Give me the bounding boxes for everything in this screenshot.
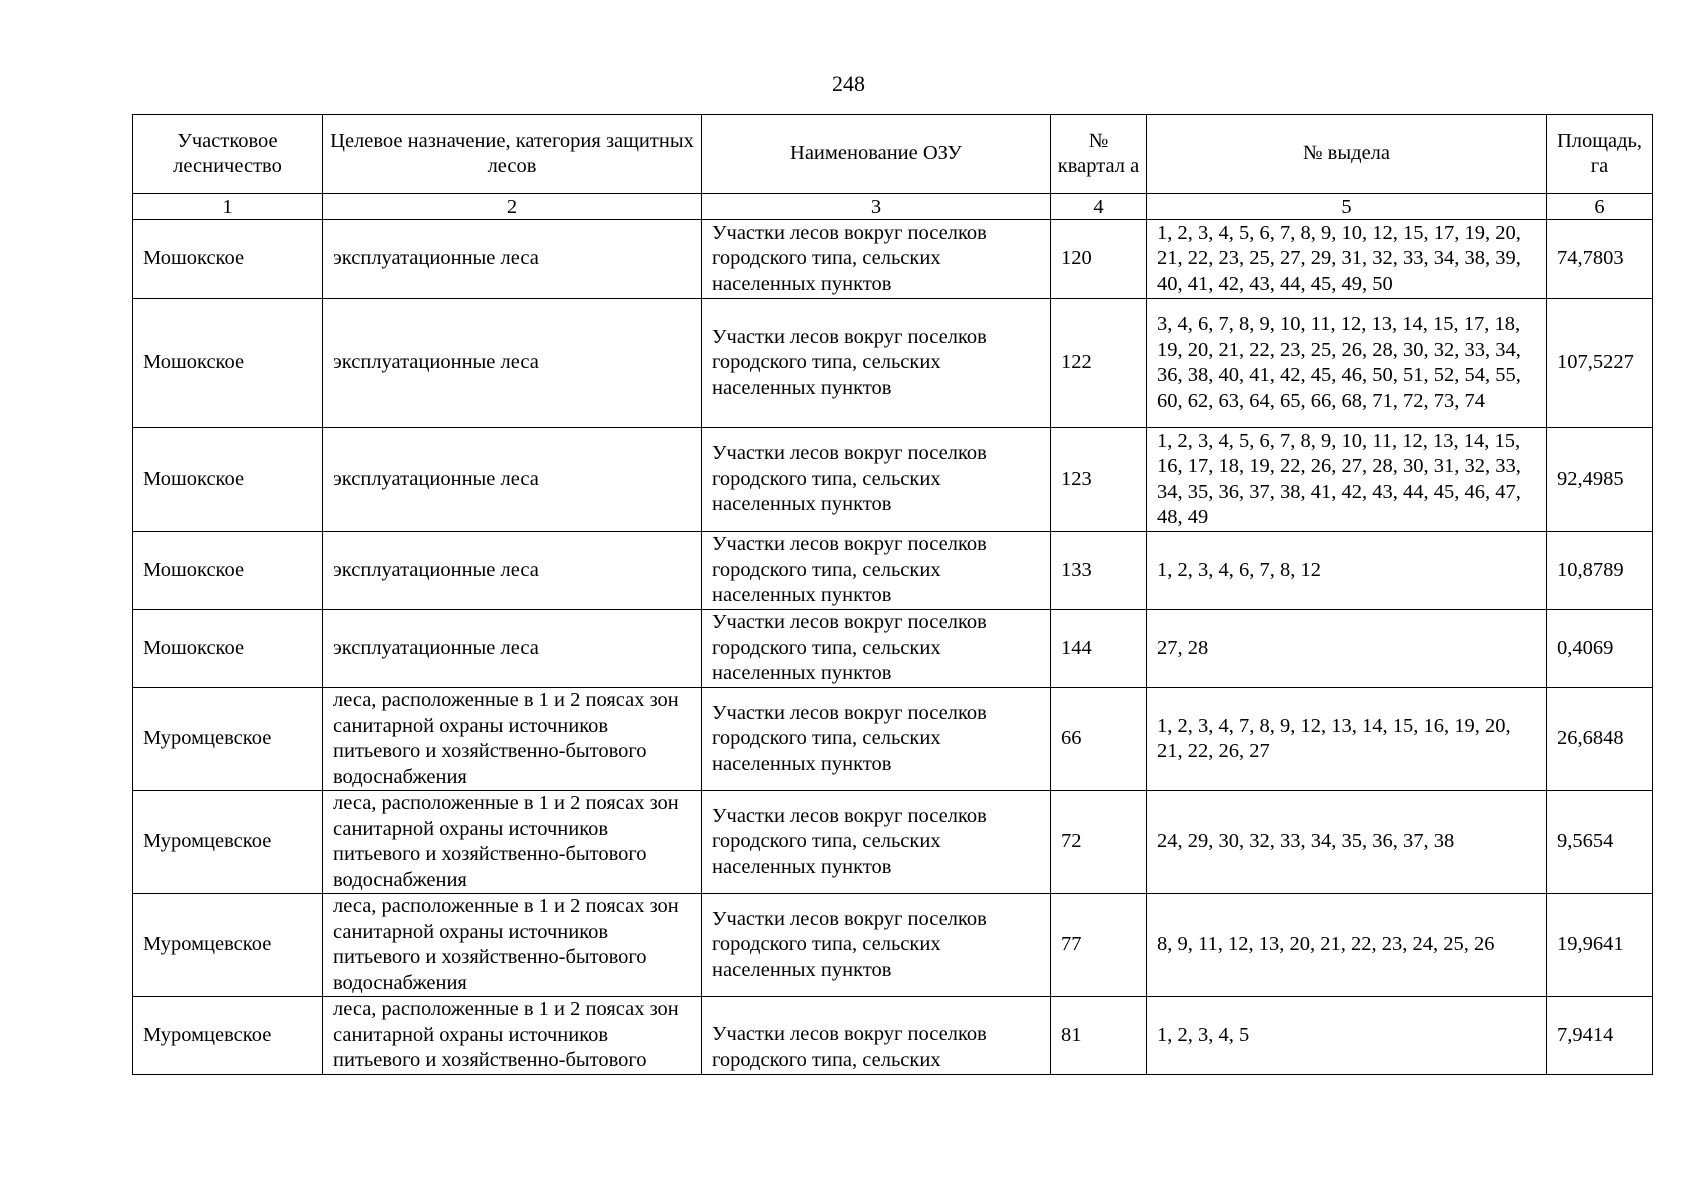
table-row [133,532,1653,610]
forestry-cell: Мошокское [133,532,323,610]
header-ozu-name: Наименование ОЗУ [702,115,1051,194]
header-plots: № выдела [1147,115,1547,194]
area-cell: 19,9641 [1547,894,1653,997]
header-forestry: Участковое лесничество [133,115,323,194]
area-cell: 107,5227 [1547,299,1653,428]
forestry-cell: Муромцевское [133,894,323,997]
plots-cell: 27, 28 [1147,610,1547,688]
table-row [133,894,1653,997]
purpose-cell: леса, расположенные в 1 и 2 поясах зон санитарной охраны источников питьевого и хозяйственно-бытового водоснабжения [323,791,702,894]
ozu-name-cell: Участки лесов вокруг поселков городского типа, сельских населенных пунктов [702,610,1051,688]
column-number: 5 [1147,194,1547,220]
quarter-cell: 144 [1051,610,1147,688]
ozu-name-cell: Участки лесов вокруг поселков городского типа, сельских населенных пунктов [702,791,1051,894]
purpose-text: леса, расположенные в 1 и 2 поясах зон санитарной охраны источников питьевого и хозяйственно-бытового [333,998,679,1071]
quarter-cell: 120 [1051,220,1147,299]
quarter-cell: 133 [1051,532,1147,610]
header-purpose: Целевое назначение, категория защитных лесов [323,115,702,194]
page-number: 248 [832,71,865,96]
column-number: 6 [1547,194,1653,220]
purpose-cell [323,997,702,1075]
plots-cell: 3, 4, 6, 7, 8, 9, 10, 11, 12, 13, 14, 15, 17, 18, 19, 20, 21, 22, 23, 25, 26, 28, 30, 32, 33, 34, 36, 38, 40, 41, 42, 45, 46, 50, 51, 52, 54, 55, 60, 62, 63, 64, 65, 66, 68, 71, 72, 73, 74 [1147,299,1547,428]
forestry-cell: Муромцевское [133,997,323,1075]
quarter-cell: 77 [1051,894,1147,997]
ozu-name-cell: Участки лесов вокруг поселков городского типа, сельских населенных пунктов [702,894,1051,997]
quarter-cell: 123 [1051,428,1147,532]
plots-cell: 1, 2, 3, 4, 5 [1147,997,1547,1075]
ozu-name-cell: Участки лесов вокруг поселков городского типа, сельских населенных пунктов [702,220,1051,299]
purpose-cell: леса, расположенные в 1 и 2 поясах зон санитарной охраны источников питьевого и хозяйственно-бытового водоснабжения [323,688,702,791]
area-cell: 26,6848 [1547,688,1653,791]
forestry-cell: Мошокское [133,428,323,532]
plots-cell: 8, 9, 11, 12, 13, 20, 21, 22, 23, 24, 25, 26 [1147,894,1547,997]
table-row [133,220,1653,299]
column-number: 1 [133,194,323,220]
area-cell: 74,7803 [1547,220,1653,299]
area-cell: 0,4069 [1547,610,1653,688]
column-number: 4 [1051,194,1147,220]
ozu-name-cell: Участки лесов вокруг поселков городского типа, сельских населенных пунктов [702,428,1051,532]
ozu-table [132,114,1653,1075]
table-header-row [133,115,1653,194]
purpose-cell: эксплуатационные леса [323,610,702,688]
purpose-cell: эксплуатационные леса [323,299,702,428]
quarter-cell: 122 [1051,299,1147,428]
forestry-cell: Мошокское [133,220,323,299]
forestry-cell: Мошокское [133,299,323,428]
purpose-cell: эксплуатационные леса [323,220,702,299]
plots-cell: 24, 29, 30, 32, 33, 34, 35, 36, 37, 38 [1147,791,1547,894]
quarter-cell: 66 [1051,688,1147,791]
header-quarter: № квартал а [1051,115,1147,194]
ozu-name-cell: Участки лесов вокруг поселков городского типа, сельских населенных пунктов [702,299,1051,428]
ozu-name-cell: Участки лесов вокруг поселков городского типа, сельских населенных пунктов [702,688,1051,791]
plots-cell: 1, 2, 3, 4, 5, 6, 7, 8, 9, 10, 12, 15, 17, 19, 20, 21, 22, 23, 25, 27, 29, 31, 32, 33, 34, 38, 39, 40, 41, 42, 43, 44, 45, 49, 50 [1147,220,1547,299]
purpose-cell: эксплуатационные леса [323,532,702,610]
column-number-row [133,194,1653,220]
forestry-cell: Мошокское [133,610,323,688]
table-row [133,610,1653,688]
quarter-cell: 81 [1051,997,1147,1075]
purpose-cell: леса, расположенные в 1 и 2 поясах зон санитарной охраны источников питьевого и хозяйственно-бытового водоснабжения [323,894,702,997]
column-number: 3 [702,194,1051,220]
ozu-name-text: Участки лесов вокруг поселков городского типа, сельских [712,1023,987,1071]
column-number: 2 [323,194,702,220]
header-area: Площадь, га [1547,115,1653,194]
plots-cell: 1, 2, 3, 4, 7, 8, 9, 12, 13, 14, 15, 16, 19, 20, 21, 22, 26, 27 [1147,688,1547,791]
area-cell: 9,5654 [1547,791,1653,894]
quarter-cell: 72 [1051,791,1147,894]
area-cell: 92,4985 [1547,428,1653,532]
ozu-name-cell [702,997,1051,1075]
area-cell: 7,9414 [1547,997,1653,1075]
forestry-cell: Муромцевское [133,791,323,894]
table-row [133,997,1653,1075]
table-row [133,428,1653,532]
plots-cell: 1, 2, 3, 4, 6, 7, 8, 12 [1147,532,1547,610]
area-cell: 10,8789 [1547,532,1653,610]
forestry-cell: Муромцевское [133,688,323,791]
plots-cell: 1, 2, 3, 4, 5, 6, 7, 8, 9, 10, 11, 12, 13, 14, 15, 16, 17, 18, 19, 22, 26, 27, 28, 30, 31, 32, 33, 34, 35, 36, 37, 38, 41, 42, 43, 44, 45, 46, 47, 48, 49 [1147,428,1547,532]
table-row [133,688,1653,791]
table-row [133,299,1653,428]
table-row [133,791,1653,894]
ozu-name-cell: Участки лесов вокруг поселков городского типа, сельских населенных пунктов [702,532,1051,610]
purpose-cell: эксплуатационные леса [323,428,702,532]
